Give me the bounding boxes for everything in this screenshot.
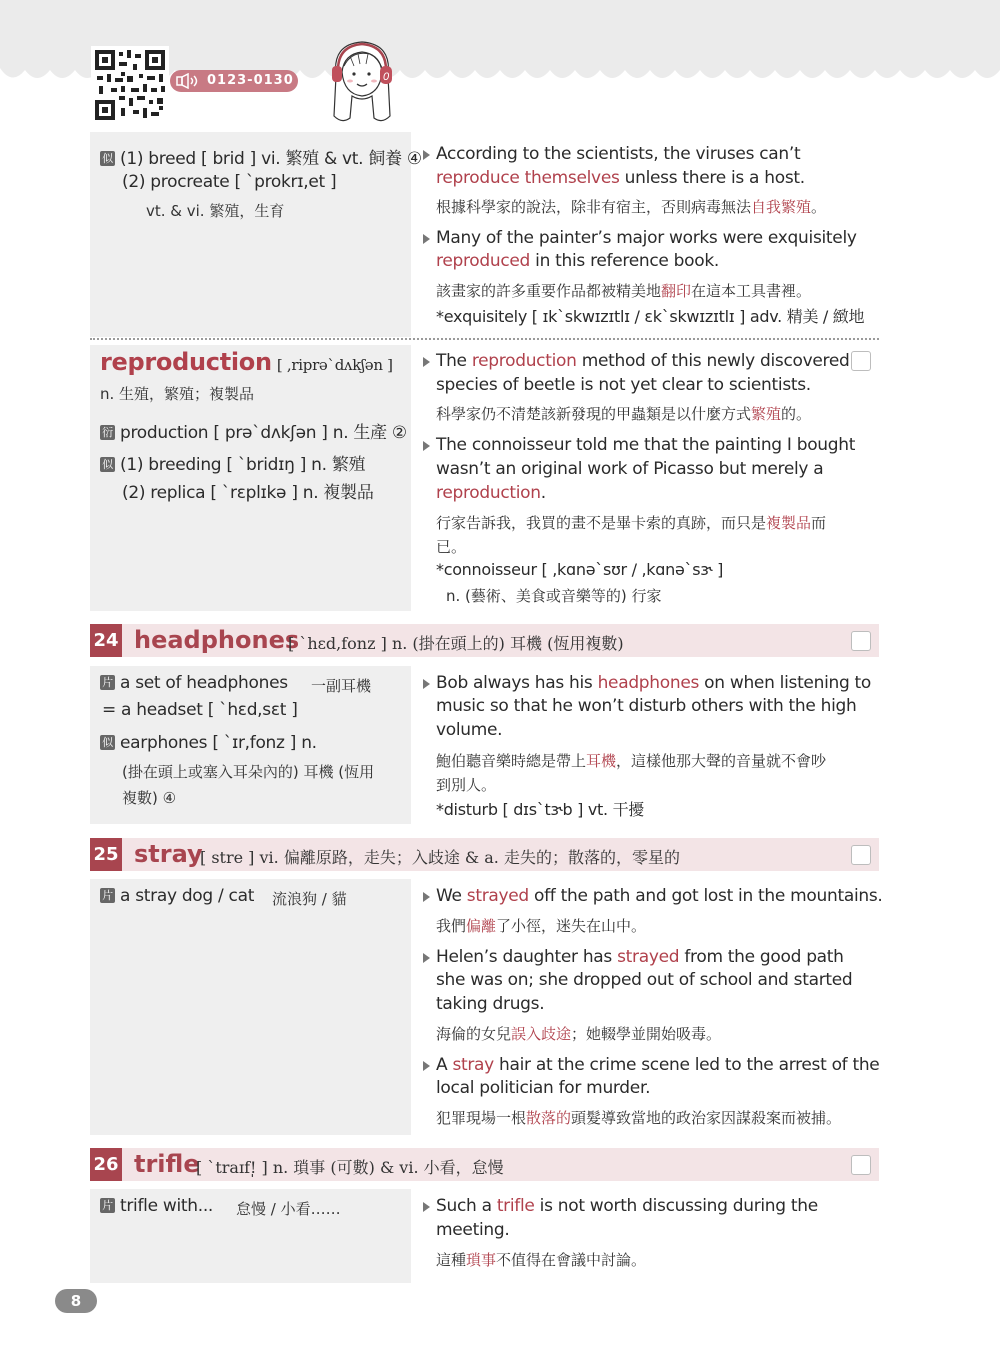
example-sentence: meeting. — [436, 1220, 510, 1240]
bullet-icon — [423, 234, 430, 244]
entry-header-trifle — [90, 1148, 879, 1181]
dotted-divider — [90, 338, 879, 340]
page-number: 8 — [55, 1289, 97, 1313]
stray-panel — [90, 879, 411, 1135]
svg-text:0: 0 — [382, 71, 390, 83]
entry-definition: [ ˋhɛd,fonz ] n. (掛在頭上的) 耳機 (恆用複數) — [288, 634, 624, 653]
entry-word: trifle — [134, 1150, 200, 1178]
audio-track-badge[interactable] — [170, 70, 298, 92]
example-sentence: The reproduction method of this newly discovered — [436, 351, 850, 371]
example-translation: 鮑伯聽音樂時總是帶上耳機，這樣他那大聲的音量就不會吵 — [436, 752, 827, 770]
bullet-icon — [423, 1202, 430, 1212]
example-sentence: A stray hair at the crime scene led to the arrest of the — [436, 1055, 880, 1075]
similar-tag: 似 — [100, 151, 115, 166]
example-translation: 科學家仍不清楚該新發現的甲蟲類是以什麼方式繁殖的。 — [436, 405, 812, 423]
example-sentence: volume. — [436, 720, 503, 740]
example-sentence: reproduced in this reference book. — [436, 251, 719, 271]
example-sentence: music so that he won’t disturb others with the high — [436, 696, 857, 716]
checkbox[interactable] — [851, 1155, 871, 1175]
phrase-meaning: 一副耳機 — [311, 677, 372, 695]
phrase-stray-dog: 片 a stray dog / cat — [100, 886, 254, 906]
example-translation: 這種瑣事不值得在會議中討論。 — [436, 1251, 647, 1269]
derivative-production: 衍 production [ prəˋdʌkʃən ] n. 生產 ② — [100, 418, 407, 443]
synonym-meaning: 複數) ④ — [122, 789, 177, 807]
phrase-headset: = a headset [ ˋhɛd,sɛt ] — [102, 700, 298, 720]
vocab-note: *connoisseur [ ,kɑnəˋsʊr / ,kɑnəˋsɝ ] — [436, 560, 724, 579]
checkbox[interactable] — [851, 845, 871, 865]
speaker-icon — [176, 73, 202, 89]
entry-header-stray — [90, 838, 879, 871]
example-translation: 犯罪現場一根散落的頭髮導致當地的政治家因謀殺案而被捕。 — [436, 1109, 842, 1127]
vocab-note: n. (藝術、美食或音樂等的) 行家 — [446, 587, 662, 605]
entry-reproduction: reproduction [ ,riprəˋdʌkʃən ] — [100, 348, 393, 376]
example-translation: 我們偏離了小徑，迷失在山中。 — [436, 917, 647, 935]
synonym-procreate-meaning: vt. & vi. 繁殖，生育 — [146, 202, 285, 220]
example-translation: 海倫的女兒誤入歧途；她輟學並開始吸毒。 — [436, 1025, 722, 1043]
vocab-note: *disturb [ dɪsˋtɝb ] vt. 干擾 — [436, 800, 645, 819]
example-sentence: she was on; she dropped out of school and started — [436, 970, 853, 990]
bullet-icon — [423, 150, 430, 160]
bullet-icon — [423, 892, 430, 902]
example-translation: 到別人。 — [436, 776, 497, 794]
example-sentence: Such a trifle is not worth discussing during the — [436, 1196, 818, 1216]
entry-pos: n. 生殖，繁殖；複製品 — [100, 385, 255, 403]
bullet-icon — [423, 1061, 430, 1071]
entry-number: 25 — [90, 838, 122, 871]
example-sentence: local politician for murder. — [436, 1078, 651, 1098]
example-translation: 該畫家的許多重要作品都被精美地翻印在這本工具書裡。 — [436, 282, 812, 300]
synonym-replica: (2) replica [ ˋrɛplɪkə ] n. 複製品 — [122, 483, 374, 503]
phrase-meaning: 流浪狗 / 貓 — [272, 890, 347, 908]
bullet-icon — [423, 679, 430, 689]
bullet-icon — [423, 357, 430, 367]
example-sentence: taking drugs. — [436, 994, 545, 1014]
qr-code[interactable] — [91, 46, 169, 124]
synonym-earphones: 似 earphones [ ˋɪr,fonz ] n. — [100, 733, 317, 753]
track-range: 0123-0130 — [207, 73, 294, 88]
example-sentence: Bob always has his headphones on when listening to — [436, 673, 872, 693]
entry-header-headphones — [90, 624, 879, 657]
similar-tag: 似 — [100, 457, 115, 472]
example-sentence: wasn’t an original work of Picasso but merely a — [436, 459, 824, 479]
entry-definition: [ stre ] vi. 偏離原路，走失；入歧途 & a. 走失的；散落的，零星的 — [200, 848, 680, 867]
entry-word: stray — [134, 840, 203, 868]
example-sentence: Many of the painter’s major works were exquisitely — [436, 228, 857, 248]
phrase-tag: 片 — [100, 675, 115, 690]
example-translation: 已。 — [436, 538, 467, 556]
example-sentence: According to the scientists, the viruses can’t — [436, 144, 801, 164]
entry-number: 26 — [90, 1148, 122, 1181]
example-sentence: reproduce themselves unless there is a host. — [436, 168, 805, 188]
synonym-meaning: (掛在頭上或塞入耳朵內的) 耳機 (恆用 — [122, 763, 375, 781]
synonym-breeding: 似 (1) breeding [ ˋbridɪŋ ] n. 繁殖 — [100, 450, 365, 475]
entry-definition: [ ˋtraɪf!̩ ] n. 瑣事 (可數) & vi. 小看，怠慢 — [196, 1158, 504, 1177]
example-sentence: species of beetle is not yet clear to scientists. — [436, 375, 811, 395]
example-sentence: Helen’s daughter has strayed from the good path — [436, 947, 844, 967]
example-sentence: The connoisseur told me that the painting I bought — [436, 435, 856, 455]
phrase-trifle-with: 片 trifle with... — [100, 1196, 213, 1216]
phrase-tag: 片 — [100, 1198, 115, 1213]
girl-with-headphones-illustration — [322, 36, 402, 128]
entry-number: 24 — [90, 624, 122, 657]
example-sentence: We strayed off the path and got lost in the mountains. — [436, 886, 883, 906]
synonym-breed: 似 (1) breed [ brid ] vi. 繁殖 & vt. 飼養 ④ — [100, 144, 422, 169]
phrase-headphones: 片 a set of headphones — [100, 673, 288, 693]
bullet-icon — [423, 441, 430, 451]
checkbox[interactable] — [851, 631, 871, 651]
checkbox[interactable] — [851, 351, 871, 371]
vocab-note: *exquisitely [ ɪkˋskwɪzɪtlɪ / ɛkˋskwɪzɪtlɪ ] adv. 精美 / 緻地 — [436, 307, 865, 326]
entry-word: headphones — [134, 626, 300, 654]
example-sentence: reproduction. — [436, 483, 546, 503]
example-translation: 行家告訴我，我買的畫不是畢卡索的真跡，而只是複製品而 — [436, 514, 827, 532]
phrase-meaning: 怠慢 / 小看…… — [236, 1200, 341, 1218]
derivative-tag: 衍 — [100, 425, 115, 440]
phrase-tag: 片 — [100, 888, 115, 903]
example-translation: 根據科學家的說法，除非有宿主，否則病毒無法自我繁殖。 — [436, 198, 827, 216]
similar-tag: 似 — [100, 735, 115, 750]
bullet-icon — [423, 953, 430, 963]
synonym-procreate: (2) procreate [ ˋprokrɪ,et ] — [122, 172, 337, 192]
